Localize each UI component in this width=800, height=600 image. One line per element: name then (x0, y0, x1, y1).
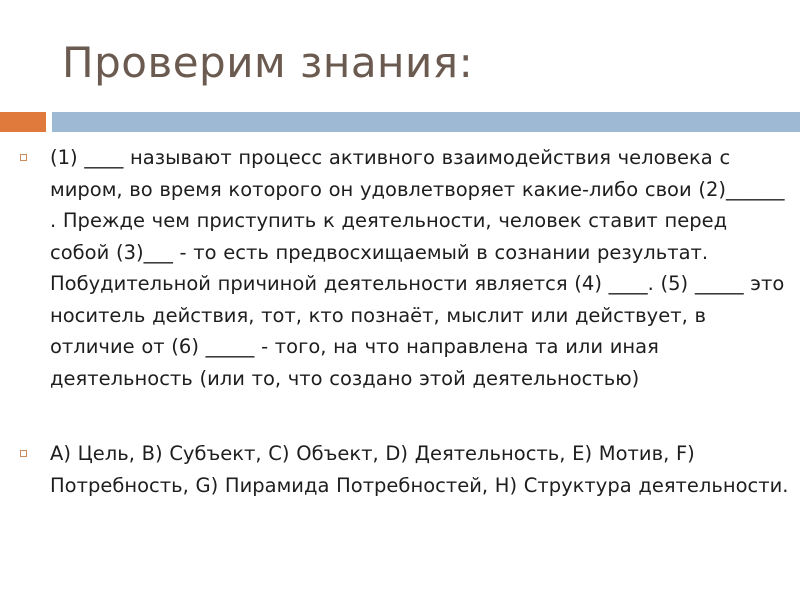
bullet-item-answers (20, 438, 790, 501)
answer-options-text: A) Цель, B) Субъект, C) Объект, D) Деятельность, E) Мотив, F) Потребность, G) Пирамида Потребностей, H) Структура деятельности. (50, 442, 789, 497)
square-bullet-icon (20, 154, 27, 161)
slide-content (20, 142, 790, 501)
title-divider-bar (52, 112, 800, 132)
bullet-item-question (20, 142, 790, 394)
square-bullet-icon (20, 450, 27, 457)
title-divider-accent (0, 112, 46, 132)
question-text: (1) ____ называют процесс активного взаимодействия человека с миром, во время которого он удовлетворяет какие-либо свои (2)______ . Прежде чем приступить к деятельности, человек ставит перед собой (3)___ - то есть предвосхищаемый в сознании результат. Побудительной причиной деятельности является (4) ____. (5) _____ это носитель действия, тот, кто познаёт, мыслит или действует, в отличие от (6) _____ - того, на что направлена та или иная деятельность (или то, что создано этой деятельностью) (50, 146, 785, 390)
slide-title: Проверим знания: (62, 38, 474, 87)
